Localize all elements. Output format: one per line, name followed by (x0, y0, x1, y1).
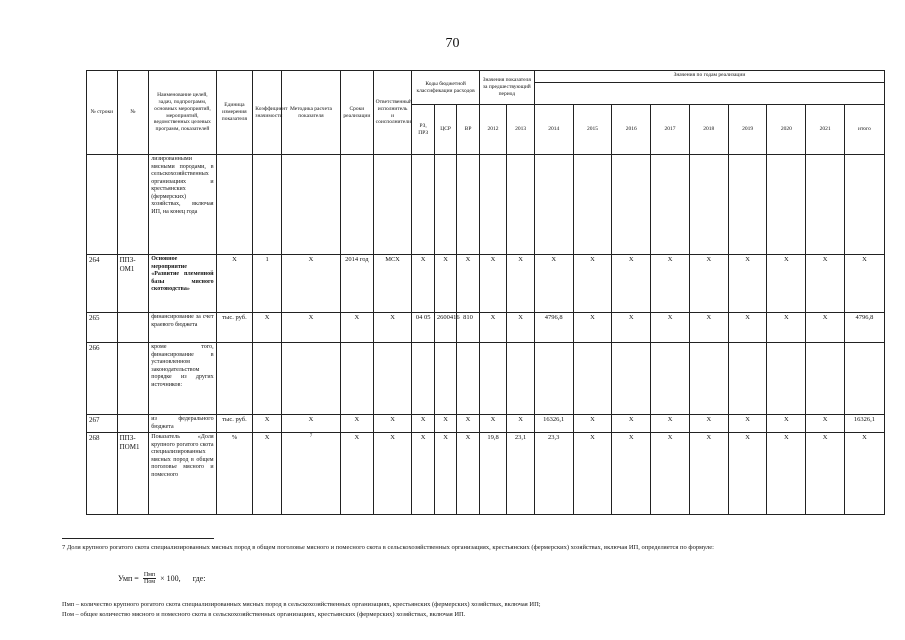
cell-terms: 2014 год (341, 255, 374, 313)
cell-responsible: Х (373, 433, 412, 515)
cell-vr: Х (457, 415, 479, 433)
cell-year-value: Х (612, 433, 651, 515)
header-spacer (534, 83, 884, 105)
header-vr: ВР (457, 105, 479, 155)
table-row (87, 433, 885, 515)
header-rz: РЗ, ПРЗ (412, 105, 434, 155)
cell-rz (412, 155, 434, 255)
header-years-values: Значения по годам реализации (534, 71, 884, 83)
cell-responsible (373, 155, 412, 255)
header-year: 2019 (728, 105, 767, 155)
cell-year-value (534, 155, 573, 255)
cell-year-value (612, 343, 651, 415)
cell-unit (216, 155, 253, 255)
cell-year-value: Х (806, 313, 845, 343)
cell-year-value: Х (573, 313, 612, 343)
cell-row-no (87, 155, 118, 255)
cell-method (281, 343, 340, 415)
cell-year-value (806, 155, 845, 255)
cell-total: Х (844, 433, 884, 515)
cell-terms: Х (341, 313, 374, 343)
cell-year-value: Х (479, 313, 507, 343)
cell-year-value: Х (651, 415, 690, 433)
cell-year-value: Х (507, 415, 535, 433)
cell-year-value: Х (573, 255, 612, 313)
cell-no (117, 313, 149, 343)
cell-year-value: Х (728, 415, 767, 433)
cell-year-value (728, 155, 767, 255)
cell-year-value (573, 343, 612, 415)
cell-year-value: Х (806, 415, 845, 433)
cell-csr (434, 343, 456, 415)
cell-row-no: 268 (87, 433, 118, 515)
formula-lhs: Умп = (118, 574, 139, 583)
cell-year-value: Х (612, 415, 651, 433)
cell-row-no: 267 (87, 415, 118, 433)
cell-unit: % (216, 433, 253, 515)
cell-rz: 04 05 (412, 313, 434, 343)
cell-year-value (507, 155, 535, 255)
cell-csr (434, 155, 456, 255)
cell-year-value (806, 343, 845, 415)
header-coef: Коэффициент значимости (253, 71, 282, 155)
cell-year-value (534, 343, 573, 415)
cell-name: лизированными мясными породами, в сельскохозяйственных организациях и крестьянских (фермерских) хозяйствах, включая ИП, на конец года (149, 155, 216, 255)
cell-no: ППЗ-ПОМ1 (117, 433, 149, 515)
header-year: 2015 (573, 105, 612, 155)
header-total: итого (844, 105, 884, 155)
header-year: 2014 (534, 105, 573, 155)
header-year: 2012 (479, 105, 507, 155)
cell-coef (253, 343, 282, 415)
cell-total: Х (844, 255, 884, 313)
header-method: Методика расчета показателя (281, 71, 340, 155)
cell-year-value: Х (573, 433, 612, 515)
cell-unit: тыс. руб. (216, 415, 253, 433)
header-year: 2016 (612, 105, 651, 155)
cell-method (281, 155, 340, 255)
table-row (87, 255, 885, 313)
footnote-text: 7 Доля крупного рогатого скота специализированных мясных пород в общем поголовье мясного и помесного скота в сельскохозяйственных организациях, крестьянских (фермерских) хозяйствах, включая ИП, определяется по формуле: (62, 544, 714, 551)
cell-coef (253, 155, 282, 255)
cell-year-value (479, 155, 507, 255)
cell-rz (412, 343, 434, 415)
cell-coef: Х (253, 313, 282, 343)
cell-year-value: Х (479, 415, 507, 433)
header-year: 2018 (689, 105, 728, 155)
cell-vr: 810 (457, 313, 479, 343)
cell-method: 7 (281, 433, 340, 515)
cell-year-value: Х (728, 255, 767, 313)
cell-method: Х (281, 255, 340, 313)
cell-csr: Х (434, 415, 456, 433)
cell-year-value: Х (651, 313, 690, 343)
cell-responsible: Х (373, 313, 412, 343)
cell-no (117, 155, 149, 255)
cell-year-value: 4796,8 (534, 313, 573, 343)
cell-csr: Х (434, 433, 456, 515)
header-unit: Единица измерения показателя (216, 71, 253, 155)
table-row (87, 415, 885, 433)
cell-responsible: МСХ (373, 255, 412, 313)
cell-year-value (612, 155, 651, 255)
cell-year-value (689, 155, 728, 255)
header-terms: Сроки реализации (341, 71, 374, 155)
cell-year-value: Х (479, 255, 507, 313)
cell-total (844, 343, 884, 415)
cell-year-value: Х (507, 255, 535, 313)
footnote-definition-2: Пом – общее количество мясного и помесного скота в сельскохозяйственных организациях, крестьянских (фермерских) хозяйствах, включая ИП. (62, 611, 466, 618)
cell-name: Показатель «Доля крупного рогатого скота специализированных мясных пород в общем поголовье мясного и помесного (149, 433, 216, 515)
cell-name: Основное мероприятие «Развитие племенной базы мясного скотоводства» (149, 255, 216, 313)
cell-year-value: 19,8 (479, 433, 507, 515)
header-prev-values: Значения показателя за предшествующий период (479, 71, 534, 105)
cell-year-value: Х (573, 415, 612, 433)
cell-year-value (651, 155, 690, 255)
formula-fraction (143, 572, 156, 585)
cell-unit: Х (216, 255, 253, 313)
cell-vr: Х (457, 433, 479, 515)
cell-year-value: Х (507, 313, 535, 343)
cell-year-value: Х (767, 313, 806, 343)
cell-row-no: 264 (87, 255, 118, 313)
cell-vr (457, 155, 479, 255)
cell-terms: Х (341, 433, 374, 515)
cell-row-no: 266 (87, 343, 118, 415)
cell-year-value: Х (612, 313, 651, 343)
cell-vr: Х (457, 255, 479, 313)
cell-method: Х (281, 313, 340, 343)
cell-coef: 1 (253, 255, 282, 313)
header-year: 2020 (767, 105, 806, 155)
header-year: 2013 (507, 105, 535, 155)
cell-method: Х (281, 415, 340, 433)
header-year: 2017 (651, 105, 690, 155)
cell-year-value: Х (689, 313, 728, 343)
cell-year-value: 16326,1 (534, 415, 573, 433)
cell-total (844, 155, 884, 255)
cell-name: из федерального бюджета (149, 415, 216, 433)
cell-year-value: Х (728, 433, 767, 515)
cell-terms (341, 343, 374, 415)
cell-year-value: Х (689, 433, 728, 515)
cell-no (117, 343, 149, 415)
cell-year-value: 23,1 (507, 433, 535, 515)
cell-year-value (728, 343, 767, 415)
cell-rz: Х (412, 255, 434, 313)
cell-year-value (651, 343, 690, 415)
formula-rest: × 100, (160, 574, 181, 583)
footnote-divider (62, 538, 214, 539)
cell-name: кроме того, финансирование в установленном законодательством порядке из других источников: (149, 343, 216, 415)
cell-row-no: 265 (87, 313, 118, 343)
cell-rz: Х (412, 415, 434, 433)
cell-year-value: Х (689, 255, 728, 313)
cell-csr: Х (434, 255, 456, 313)
cell-year-value: Х (689, 415, 728, 433)
cell-coef: Х (253, 415, 282, 433)
cell-year-value: 23,3 (534, 433, 573, 515)
cell-coef: Х (253, 433, 282, 515)
cell-year-value: Х (806, 255, 845, 313)
cell-year-value (767, 343, 806, 415)
cell-year-value: Х (767, 415, 806, 433)
header-csr: ЦСР (434, 105, 456, 155)
header-no: № (117, 71, 149, 155)
cell-year-value (573, 155, 612, 255)
formula-numerator: Пмп (143, 572, 156, 578)
header-name: Наименование целей, задач, подпрограмм, основных мероприятий, мероприятий, ведомственных целевых программ, показателей (149, 71, 216, 155)
cell-name: финансирование за счет краевого бюджета (149, 313, 216, 343)
table-row (87, 343, 885, 415)
cell-total: 16326,1 (844, 415, 884, 433)
cell-responsible (373, 343, 412, 415)
cell-year-value: Х (806, 433, 845, 515)
cell-csr: 2600416 (434, 313, 456, 343)
header-row-no: № строки (87, 71, 118, 155)
cell-vr (457, 343, 479, 415)
formula-denominator: Пом (143, 579, 155, 585)
cell-year-value: Х (767, 433, 806, 515)
table-row (87, 155, 885, 255)
cell-no (117, 415, 149, 433)
formula (118, 572, 205, 585)
header-budget-codes: Коды бюджетной классификации расходов (412, 71, 479, 105)
cell-no: ППЗ-ОМ1 (117, 255, 149, 313)
page-number: 70 (445, 36, 460, 51)
cell-year-value (479, 343, 507, 415)
cell-year-value: Х (651, 255, 690, 313)
cell-terms (341, 155, 374, 255)
cell-year-value (767, 155, 806, 255)
cell-total: 4796,8 (844, 313, 884, 343)
cell-year-value (689, 343, 728, 415)
cell-year-value: Х (728, 313, 767, 343)
cell-year-value (507, 343, 535, 415)
cell-year-value: Х (767, 255, 806, 313)
header-year: 2021 (806, 105, 845, 155)
formula-where: где: (192, 574, 206, 583)
cell-rz: Х (412, 433, 434, 515)
indicators-table (86, 70, 885, 515)
cell-responsible: Х (373, 415, 412, 433)
cell-year-value: Х (534, 255, 573, 313)
cell-unit: тыс. руб. (216, 313, 253, 343)
table-row (87, 313, 885, 343)
cell-year-value: Х (612, 255, 651, 313)
cell-terms: Х (341, 415, 374, 433)
cell-year-value: Х (651, 433, 690, 515)
header-responsible: Ответственный исполнитель и соисполнители (373, 71, 412, 155)
footnote-definition-1: Пмп – количество крупного рогатого скота специализированных мясных пород в сельскохозяйственных организациях, крестьянских (фермерских) хозяйствах, включая ИП; (62, 601, 541, 608)
cell-unit (216, 343, 253, 415)
